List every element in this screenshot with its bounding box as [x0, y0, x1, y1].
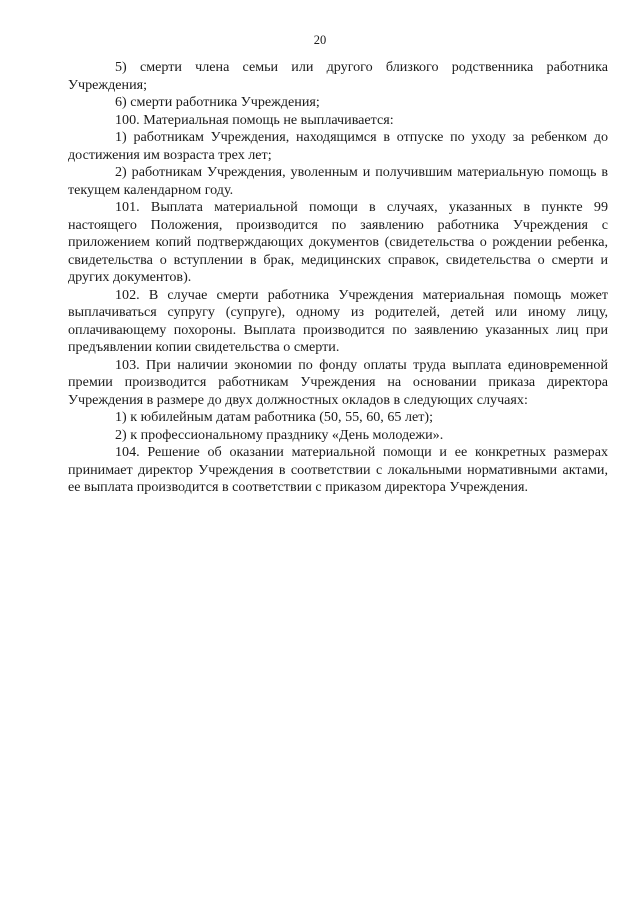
paragraph-104: 104. Решение об оказании материальной помощи и ее конкретных размерах принимает директор Учреждения в соответствии с локальными нормативными актами, ее выплата производится в соответствии с приказом директора Учреждения.: [68, 444, 608, 495]
paragraph-103-item-1: 1) к юбилейным датам работника (50, 55, 60, 65 лет);: [115, 409, 434, 425]
paragraph-100-item-2: 2) работникам Учреждения, уволенным и получившим материальную помощь в текущем календарном году.: [68, 164, 608, 198]
paragraph-103: 103. При наличии экономии по фонду оплаты труда выплата единовременной премии производится работникам Учреждения на основании приказа директора Учреждения в размере до двух должностных окладов в следующих случаях:: [68, 356, 608, 408]
paragraph-101: 101. Выплата материальной помощи в случаях, указанных в пункте 99 настоящего Положения, производится по заявлению работника Учреждения с приложением копий подтверждающих документов (свидетельства о рождении ребенка, свидетельства о вступлении в брак, медицинских справок, свидетельства о смерти и других документов).: [68, 199, 608, 285]
document-body: [68, 59, 608, 497]
page-number: 20: [313, 33, 327, 47]
paragraph-100-heading: 100. Материальная помощь не выплачивается:: [115, 111, 394, 128]
paragraph-5-family-death: 5) смерти члена семьи или другого близкого родственника работника Учреждения;: [68, 59, 608, 93]
paragraph-6-employee-death: 6) смерти работника Учреждения;: [115, 94, 320, 110]
paragraph-100-item-1: 1) работникам Учреждения, находящимся в отпуске по уходу за ребенком до достижения им возраста трех лет;: [68, 129, 608, 163]
paragraph-102: 102. В случае смерти работника Учреждения материальная помощь может выплачиваться супругу (супруге), одному из родителей, детей или иному лицу, оплачивающему похороны. Выплата производится по заявлению указанных лиц при предъявлении копии свидетельства о смерти.: [68, 286, 608, 355]
paragraph-103-item-2: 2) к профессиональному празднику «День молодежи».: [115, 426, 444, 443]
